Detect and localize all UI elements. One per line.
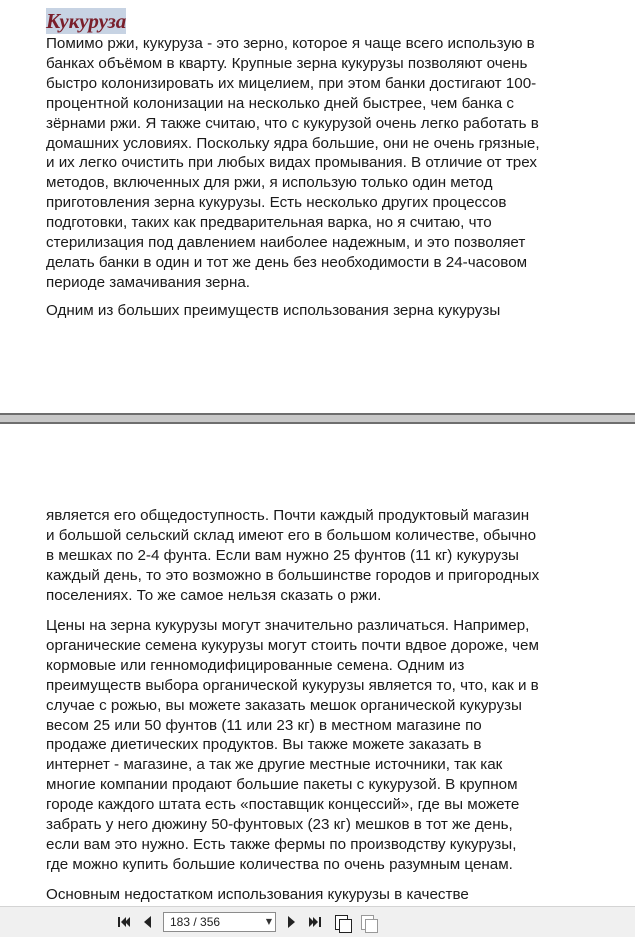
first-page-icon[interactable]	[115, 913, 133, 931]
document-page-1	[0, 0, 635, 413]
paragraph: Основным недостатком использования кукурузы в качестве	[46, 886, 469, 903]
section-heading: Кукуруза	[46, 9, 127, 33]
view-mode-alt-icon[interactable]	[358, 913, 376, 931]
paragraph: является его общедоступность. Почти каждый продуктовый магазин и большой сельский склад имеют его в большом количестве, обычно в мешках по 2-4 фунта. Если вам нужно 25 фунтов (11 кг) кукурузы каждый день, то это возможно в большинстве городов и пригородных поселениях. То же самое нельзя сказать о ржи.	[46, 507, 540, 604]
page-separator	[0, 413, 635, 424]
next-page-icon[interactable]	[282, 913, 300, 931]
navigation-toolbar	[0, 906, 635, 937]
chevron-down-icon: ▼	[265, 917, 272, 926]
page-indicator: 183 / 356	[170, 915, 221, 929]
paragraph: Цены на зерна кукурузы могут значительно различаться. Например, органические семена кукурузы могут стоить почти вдвое дороже, чем кормовые или генномодифицированные семена. Одним из преимуществ выбора органической кукурузы является то, что, как и в случае с рожью, вы можете заказать мешок органической кукурузы весом 25 или 50 фунтов (11 или 23 кг) в местном магазине по продаже диетических продуктов. Вы также можете заказать в интернет - магазине, а так же другие местные источники, так как многие компании продают большие пакеты с кукурузой. В крупном городе каждого штата есть «поставщик концессий», где вы можете забрать у него дюжину 50-фунтовых (23 кг) мешков в тот же день, если вам это нужно. Есть также фермы по производству кукурузы, где можно купить большие количества по очень разумным ценам.	[46, 617, 539, 873]
paragraph: Помимо ржи, кукуруза - это зерно, которое я чаще всего использую в банках объёмом в кварту. Крупные зерна кукурузы позволяют очень быстро колонизировать их мицелием, при этом банки достигают 100- процентной колонизации на несколько дней быстрее, чем банка с зёрнами ржи. Я также считаю, что с кукурузой очень легко работать в домашних условиях. Поскольку ядра большие, они не очень грязные, и их легко очистить при любых видах промывания. В отличие от трех методов, включенных для ржи, я использую только один метод приготовления зерна кукурузы. Есть несколько других процессов подготовки, таких как предварительная варка, но я считаю, что стерилизация под давлением наиболее надежным, и это позволяет делать банки в один и тот же день без необходимости в 24-часовом периоде замачивания зерна.	[46, 35, 540, 291]
previous-page-icon[interactable]	[139, 913, 157, 931]
page-number-select[interactable]	[163, 912, 276, 932]
view-mode-icon[interactable]	[332, 913, 350, 931]
paragraph: Одним из больших преимуществ использования зерна кукурузы	[46, 302, 501, 319]
last-page-icon[interactable]	[306, 913, 324, 931]
